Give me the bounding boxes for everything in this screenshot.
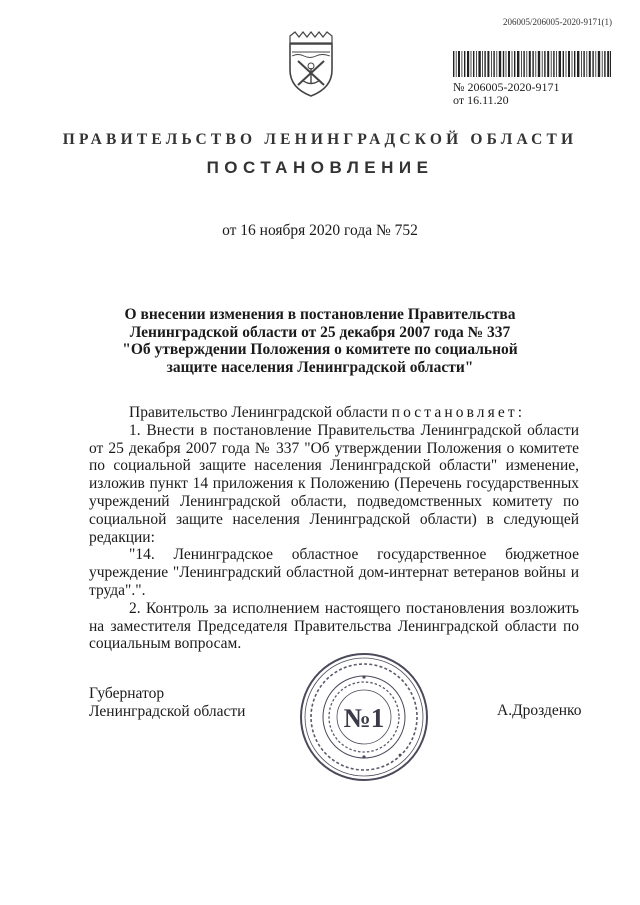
title-line: защите населения Ленинградской области" [166, 358, 474, 376]
preamble-text: Правительство Ленинградской области [129, 404, 392, 421]
document-body [89, 404, 579, 653]
registration-date: от 16.11.20 [453, 93, 509, 107]
leningrad-oblast-coat-of-arms-icon [283, 30, 339, 98]
title-line: Ленинградской области от 25 декабря 2007 года № 337 [129, 323, 511, 341]
official-seal-stamp [298, 651, 430, 783]
organization-title: ПРАВИТЕЛЬСТВО ЛЕНИНГРАДСКОЙ ОБЛАСТИ [62, 131, 578, 148]
preamble [89, 404, 579, 422]
title-line: "Об утверждении Положения о комитете по социальной [122, 341, 518, 358]
document-date-number: от 16 ноября 2020 года № 752 [222, 222, 418, 239]
paragraph-1-quote: "14. Ленинградское областное государственное бюджетное учреждение "Ленинградский областной дом-интернат ветеранов войны и труда".". [89, 546, 579, 599]
document-id: 206005/206005-2020-9171(1) [503, 17, 612, 27]
registration-block [453, 81, 559, 107]
signatory-name: А.Дрозденко [497, 702, 582, 719]
seal-number: №1 [343, 703, 385, 733]
document-title [80, 306, 560, 376]
paragraph-1: 1. Внести в постановление Правительства Ленинградской области от 25 декабря 2007 года № 337 "Об утверждении Положения о комитете по социальной защите населения Ленинградской области" изменение, изложив пункт 14 приложения к Положению (Перечень государственных учреждений Ленинградской области, подведомственных комитету по социальной защите населения Ленинградской области) в следующей редакции: [89, 421, 579, 546]
document-type: ПОСТАНОВЛЕНИЕ [206, 158, 434, 177]
position-line: Губернатор [89, 685, 165, 702]
signatory-position [89, 685, 245, 721]
preamble-resolves: постановляет: [391, 404, 526, 421]
title-line: О внесении изменения в постановление Правительства [124, 306, 516, 323]
registration-number: № 206005-2020-9171 [453, 80, 560, 94]
barcode-icon [453, 51, 611, 77]
paragraph-2: 2. Контроль за исполнением настоящего постановления возложить на заместителя Председателя Правительства Ленинградской области по социальным вопросам. [89, 599, 579, 653]
position-line: Ленинградской области [89, 703, 246, 720]
